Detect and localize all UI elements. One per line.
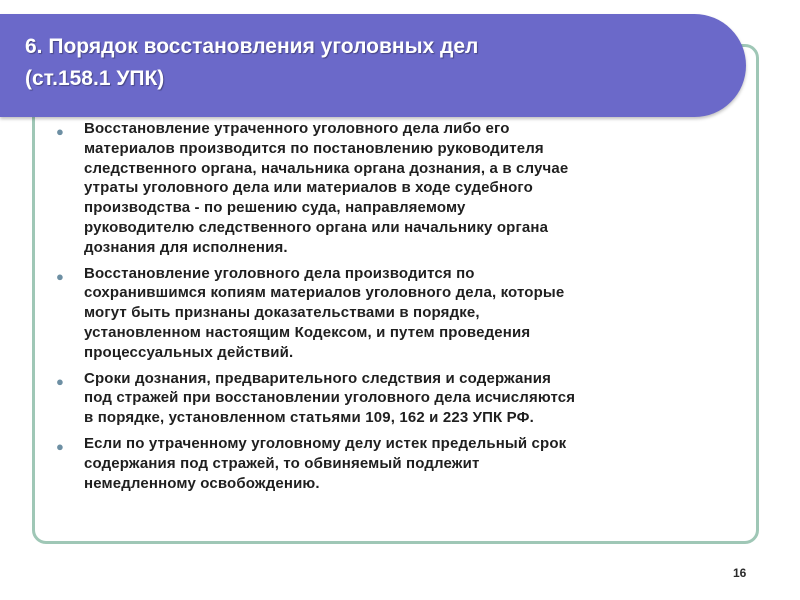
- text-line: в порядке, установленном статьями 109, 162 и 223 УПК РФ.: [84, 409, 534, 427]
- text-line: установленном настоящим Кодексом, и путем проведения: [84, 323, 531, 341]
- slide-title-line-1: 6. Порядок восстановления уголовных дел: [25, 35, 479, 58]
- bullet-text-4: [84, 434, 744, 493]
- slide-title: [25, 31, 705, 95]
- bullet-item-1: [54, 119, 744, 258]
- text-line: утраты уголовного дела или материалов в ходе судебного: [84, 179, 533, 197]
- text-line: Восстановление утраченного уголовного дела либо его: [84, 120, 510, 137]
- text-line: производства - по решению суда, направляемому: [84, 199, 466, 217]
- text-line: могут быть признаны доказательствами в порядке,: [84, 304, 480, 322]
- text-line: процессуальных действий.: [84, 343, 294, 361]
- slide-title-line-2: (ст.158.1 УПК): [25, 67, 165, 90]
- bullet-text-3: [84, 369, 744, 428]
- text-line: руководителю следственного органа или начальнику органа: [84, 218, 549, 236]
- bullet-item-4: [54, 434, 744, 493]
- text-line: содержания под стражей, то обвиняемый подлежит: [84, 454, 480, 472]
- text-line: Восстановление уголовного дела производится по: [84, 264, 475, 282]
- bullet-text-2: [84, 264, 744, 363]
- bullet-icon: ●: [56, 438, 64, 454]
- page-number: 16: [733, 566, 747, 580]
- text-line: Сроки дознания, предварительного следствия и содержания: [84, 369, 552, 387]
- text-line: под стражей при восстановлении уголовного дела исчисляются: [84, 389, 576, 407]
- bullet-text-1: [84, 119, 744, 258]
- bullet-item-2: [54, 264, 744, 363]
- text-line: материалов производится по постановлению руководителя: [84, 139, 544, 157]
- bullet-icon: ●: [56, 124, 64, 139]
- bullet-icon: ●: [56, 373, 64, 389]
- bullet-list: [54, 119, 744, 499]
- text-line: дознания для исполнения.: [84, 238, 288, 256]
- text-line: следственного органа, начальника органа дознания, а в случае: [84, 159, 569, 177]
- bullet-item-3: [54, 369, 744, 428]
- text-line: сохранившимся копиям материалов уголовного дела, которые: [84, 284, 565, 302]
- bullet-icon: ●: [56, 268, 64, 284]
- text-line: Если по утраченному уголовному делу истек предельный срок: [84, 434, 567, 452]
- text-line: немедленному освобождению.: [84, 474, 320, 492]
